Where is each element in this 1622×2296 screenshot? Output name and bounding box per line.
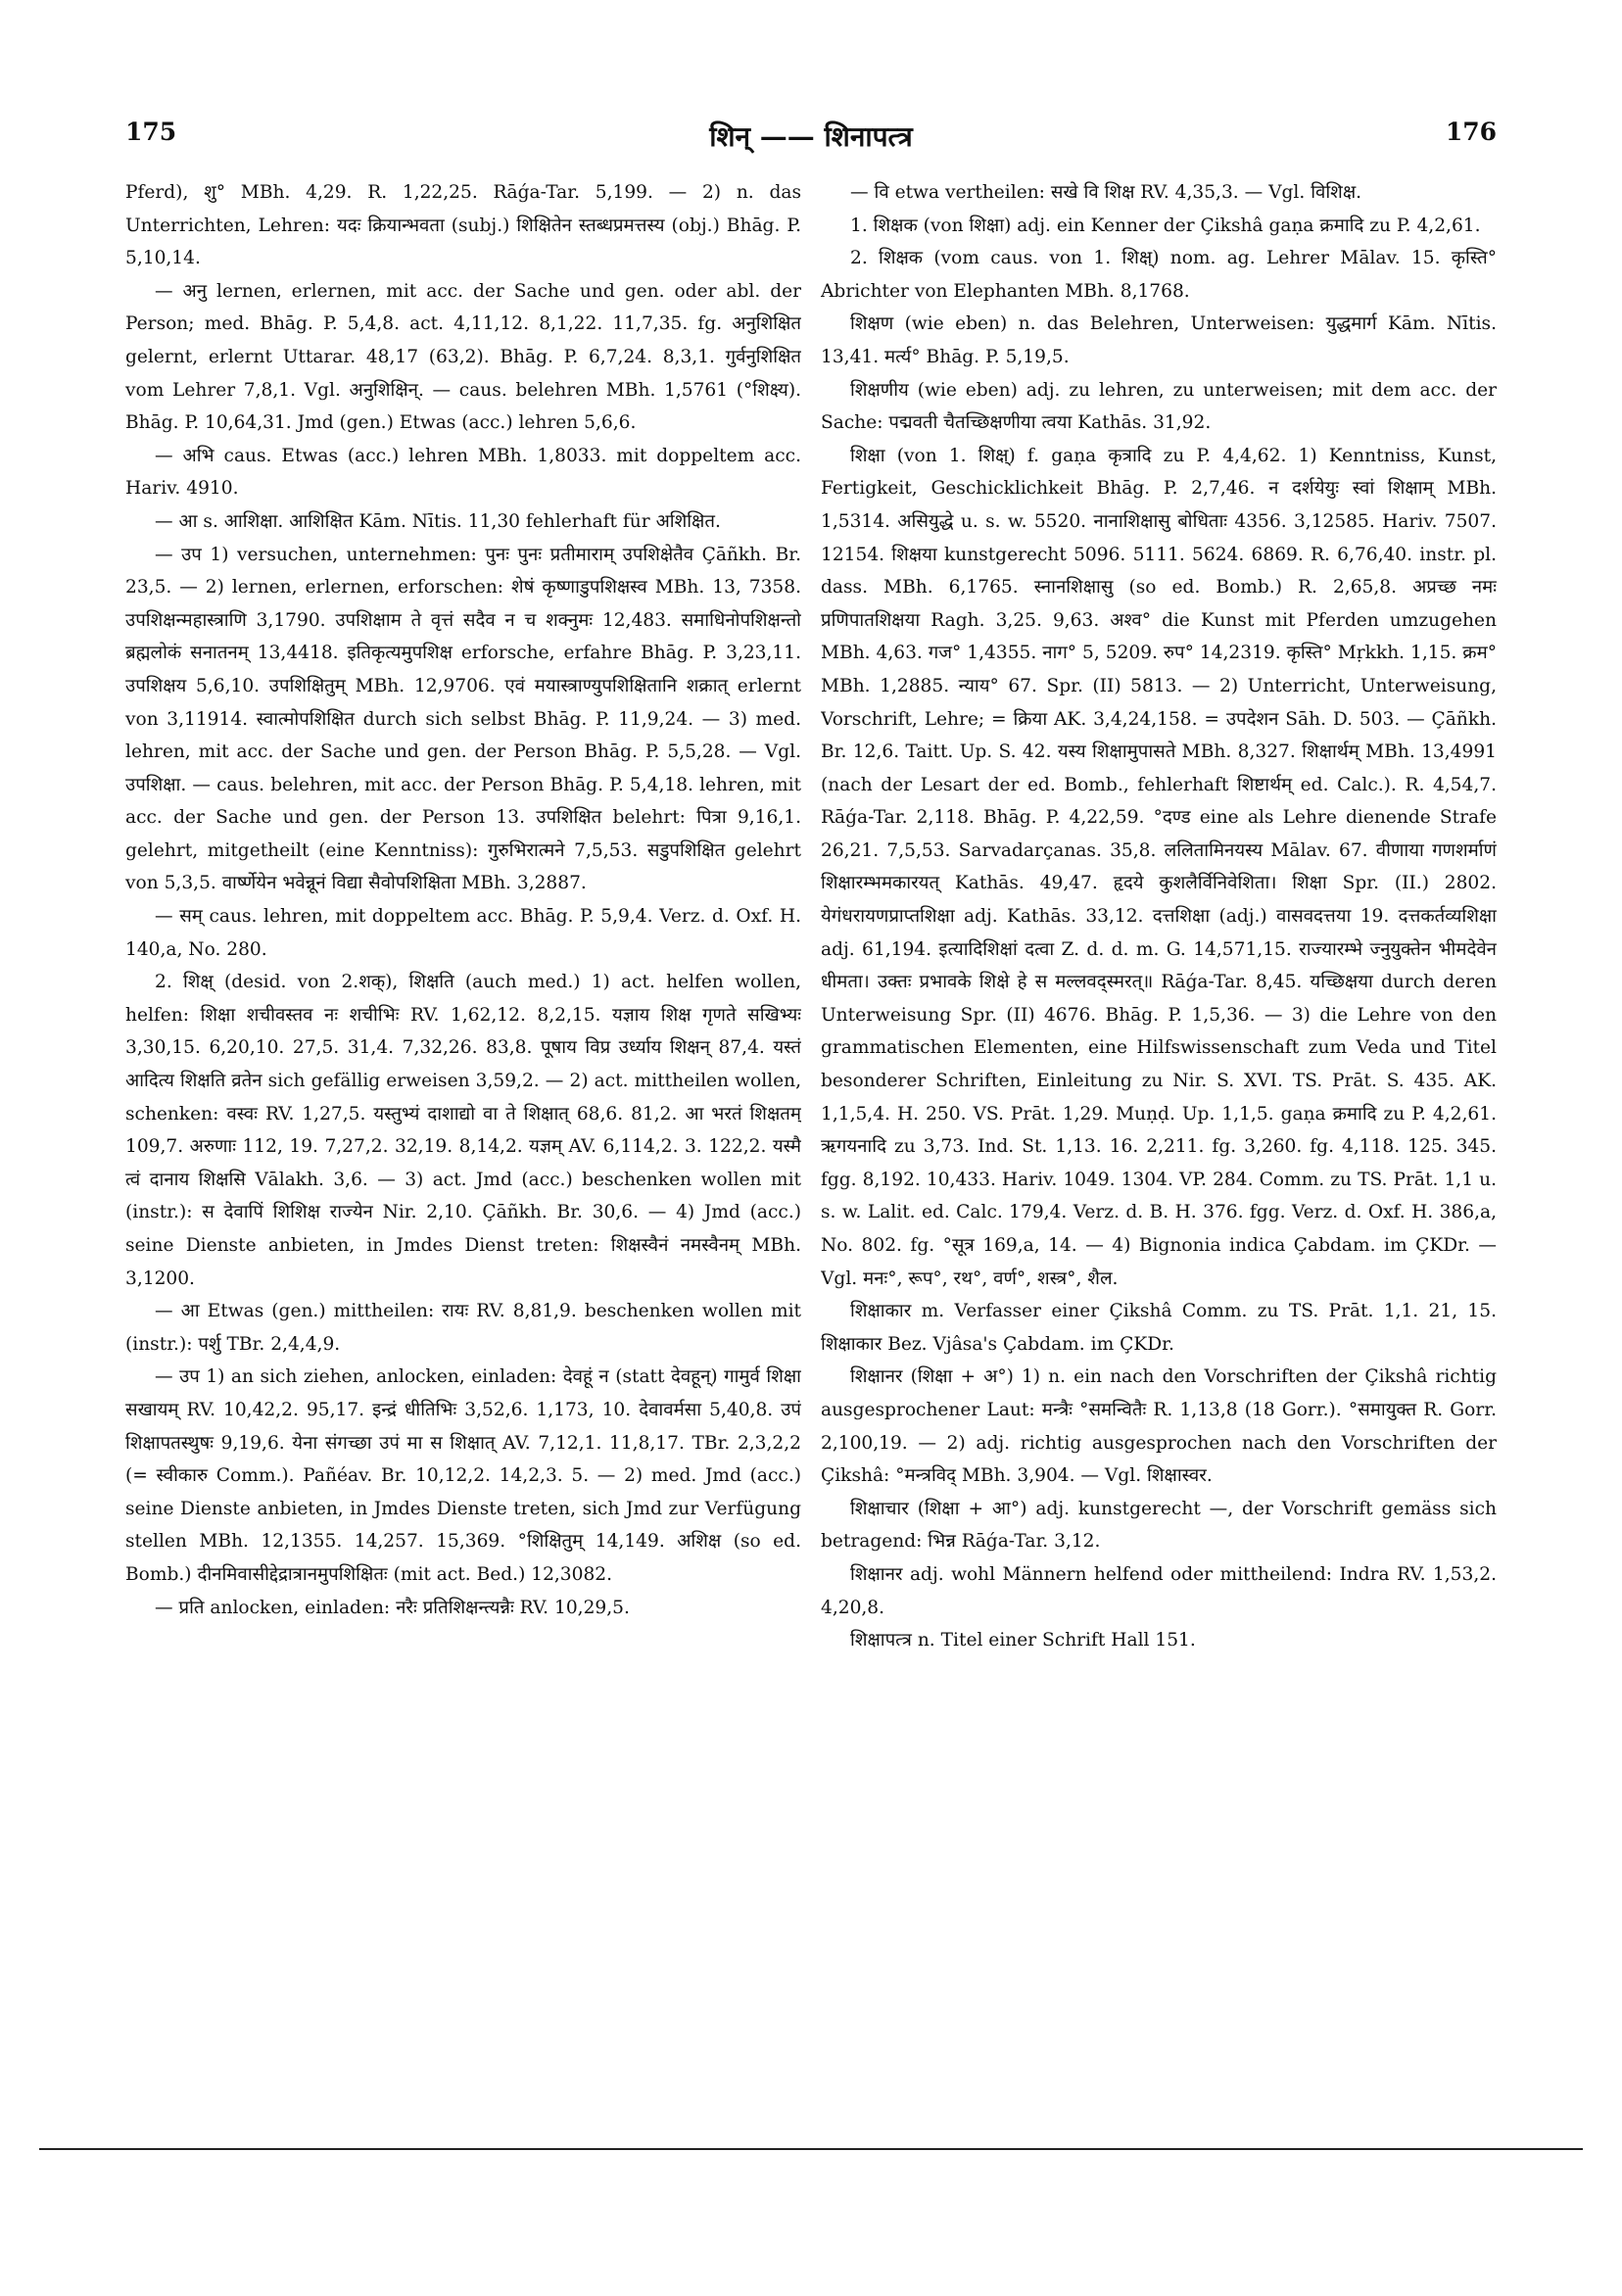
entry-paragraph: — सम् caus. lehren, mit doppeltem acc. Bhāg. P. 5,9,4. Verz. d. Oxf. H. 140,a, No. 280. [125, 906, 801, 960]
entry-paragraph: शिक्षाचार (शिक्षा + आ°) adj. kunstgerecht —, der Vorschrift gemäss sich betragend: भिन्न Rāǵa-Tar. 3,12. [821, 1498, 1497, 1553]
entry-paragraph: — उप 1) an sich ziehen, anlocken, einladen: देवहूं न (statt देवहून्) गामुर्व शिक्षा सखायम् RV. 10,42,2. 95,17. इन्द्रं धीतिभिः 3,52,6. 1,173, 10. देवावर्मसा 5,40,8. उपं शिक्षापतस्थुषः 9,19,6. येना संगच्छा उपं मा स शिक्षात् AV. 7,12,1. 11,8,17. TBr. 2,3,2,2 (= स्वीकारु Comm.). Pañéav. Br. 10,12,2. 14,2,3. 5. — 2) med. Jmd (acc.) seine Dienste anbieten, in Jmdes Dienste treten, sich Jmd zur Verfügung stellen MBh. 12,1355. 14,257. 15,369. °शिक्षितुम् 14,149. अशिक्ष (so ed. Bomb.) दीनमिवासीद्देद्रात्रानमुपशिक्षितः (mit act. Bed.) 12,3082. [125, 1366, 801, 1585]
entry-paragraph: 2. शिक्ष् (desid. von 2.शक्), शिक्षति (auch med.) 1) act. helfen wollen, helfen: शिक्षा शचीवस्तव नः शचीभिः RV. 1,62,12. 8,2,15. यज्ञाय शिक्ष गृणते सखिभ्यः 3,30,15. 6,20,10. 27,5. 31,4. 7,32,26. 83,8. पूषाय विप्र उर्ध्याय शिक्षन् 87,4. यस्तं आदित्य शिक्षति व्रतेन sich gefällig erweisen 3,59,2. — 2) act. mittheilen wollen, schenken: वस्वः RV. 1,27,5. यस्तुभ्यं दाशाद्यो वा ते शिक्षात् 68,6. 81,2. आ भरतं शिक्षतम् 109,7. अरुणाः 112, 19. 7,27,2. 32,19. 8,14,2. यज्ञम् AV. 6,114,2. 3. 122,2. यस्मै त्वं दानाय शिक्षसि Vālakh. 3,6. — 3) act. Jmd (acc.) beschenken wollen mit (instr.): स देवापिं शिशिक्ष राज्येन Nir. 2,10. Çāñkh. Br. 30,6. — 4) Jmd (acc.) seine Dienste anbieten, in Jmdes Dienst treten: शिक्षस्वैनं नमस्वैनम् MBh. 3,1200. [125, 972, 801, 1289]
right-page-number: 176 [1445, 118, 1497, 146]
entry-paragraph: — अभि caus. Etwas (acc.) lehren MBh. 1,8033. mit doppeltem acc. Hariv. 4910. [125, 445, 801, 500]
entry-paragraph: 2. शिक्षक (vom caus. von 1. शिक्ष्) nom. ag. Lehrer Mālav. 15. कृस्ति° Abrichter von Elephanten MBh. 8,1768. [821, 248, 1497, 302]
entry-paragraph: — आ Etwas (gen.) mittheilen: रायः RV. 8,81,9. beschenken wollen mit (instr.): पर्शु TBr. 2,4,4,9. [125, 1301, 801, 1355]
entry-paragraph: शिक्षापत्त्र n. Titel einer Schrift Hall 151. [850, 1630, 1196, 1651]
entry-paragraph: शिक्षण (wie eben) n. das Belehren, Unterweisen: युद्धमार्ग Kām. Nītis. 13,41. मर्त्य° Bhāg. P. 5,19,5. [821, 313, 1497, 367]
left-page-number: 175 [125, 118, 177, 146]
entry-paragraph: — वि etwa vertheilen: सखे वि शिक्ष RV. 4,35,3. — Vgl. विशिक्ष. [850, 182, 1362, 203]
right-column [821, 176, 1497, 1657]
entry-paragraph: 1. शिक्षक (von शिक्षा) adj. ein Kenner der Çikshâ gaṇa क्रमादि zu P. 4,2,61. [850, 215, 1481, 236]
running-title: शिन् —— शिनापत्त्र [709, 120, 913, 153]
entry-paragraph: Pferd), शु° MBh. 4,29. R. 1,22,25. Rāǵa-Tar. 5,199. — 2) n. das Unterrichten, Lehren: यदः क्रियान्भवता (subj.) शिक्षितेन स्तब्धप्रमत्तस्य (obj.) Bhāg. P. 5,10,14. [125, 182, 801, 269]
page-header [125, 118, 1497, 157]
entry-paragraph: — उप 1) versuchen, unternehmen: पुनः पुनः प्रतीमाराम् उपशिक्षेतैव Çāñkh. Br. 23,5. — 2) lernen, erlernen, erforschen: शेषं कृष्णाडुपशिक्षस्व MBh. 13, 7358. उपशिक्षन्महास्त्राणि 3,1790. उपशिक्षाम ते वृत्तं सदैव न च शक्नुमः 12,483. समाधिनोपशिक्षन्तो ब्रह्मलोकं सनातनम् 13,4418. इतिकृत्यमुपशिक्ष erforsche, erfahre Bhāg. P. 3,23,11. उपशिक्षय 5,6,10. उपशिक्षितुम् MBh. 12,9706. एवं मयास्त्राण्युपशिक्षितानि शक्रात् erlernt von 3,11914. स्वात्मोपशिक्षित durch sich selbst Bhāg. P. 11,9,24. — 3) med. lehren, mit acc. der Sache und gen. der Person Bhāg. P. 5,5,28. — Vgl. उपशिक्षा. — caus. belehren, mit acc. der Person Bhāg. P. 5,4,18. lehren, mit acc. der Sache und gen. der Person 13. उपशिक्षित belehrt: पित्रा 9,16,1. gelehrt, mitgetheilt (eine Kenntniss): गुरुभिरात्मने 7,5,53. सडुपशिक्षित gelehrt von 5,3,5. वार्ष्णेयेन भवेन्नूनं विद्या सैवोपशिक्षिता MBh. 3,2887. [125, 544, 801, 894]
entry-paragraph: शिक्षानर (शिक्षा + अ°) 1) n. ein nach den Vorschriften der Çikshâ richtig ausgesprochener Laut: मन्त्रैः °समन्वितैः R. 1,13,8 (18 Gorr.). °समायुक्त R. Gorr. 2,100,19. — 2) adj. richtig ausgesprochen nach den Vorschriften der Çikshâ: °मन्त्रविद् MBh. 3,904. — Vgl. शिक्षास्वर. [821, 1366, 1497, 1487]
entry-paragraph: — प्रति anlocken, einladen: नरैः प्रतिशिक्षन्त्यन्नैः RV. 10,29,5. [155, 1597, 630, 1618]
entry-paragraph: शिक्षानर adj. wohl Männern helfend oder mittheilend: Indra RV. 1,53,2. 4,20,8. [821, 1563, 1497, 1618]
bottom-rule [39, 2148, 1583, 2150]
entry-paragraph: — आ s. आशिक्षा. आशिक्षित Kām. Nītis. 11,30 fehlerhaft für अशिक्षित. [155, 510, 721, 532]
entry-paragraph: शिक्षाकार m. Verfasser einer Çikshâ Comm. zu TS. Prāt. 1,1. 21, 15. शिक्षाकार Bez. Vjâsa's Çabdam. im ÇKDr. [821, 1301, 1497, 1355]
left-column [125, 176, 801, 1624]
entry-paragraph: शिक्षणीय (wie eben) adj. zu lehren, zu unterweisen; mit dem acc. der Sache: पद्मवती चैतच्छिक्षणीया त्वया Kathās. 31,92. [821, 379, 1497, 434]
entry-paragraph: — अनु lernen, erlernen, mit acc. der Sache und gen. oder abl. der Person; med. Bhāg. P. 5,4,8. act. 4,11,12. 8,1,22. 11,7,35. fg. अनुशिक्षित gelernt, erlernt Uttarar. 48,17 (63,2). Bhāg. P. 6,7,24. 8,3,1. गुर्वनुशिक्षित vom Lehrer 7,8,1. Vgl. अनुशिक्षिन्. — caus. belehren MBh. 1,5761 (°शिक्ष्य). Bhāg. P. 10,64,31. Jmd (gen.) Etwas (acc.) lehren 5,6,6. [125, 280, 801, 434]
entry-paragraph: शिक्षा (von 1. शिक्ष्) f. gaṇa कृत्रादि zu P. 4,4,62. 1) Kenntniss, Kunst, Fertigkeit, Geschicklichkeit Bhāg. P. 2,7,46. न दर्शयेयुः स्वां शिक्षाम् MBh. 1,5314. असियुद्धे u. s. w. 5520. नानाशिक्षासु बोधिताः 4356. 3,12585. Hariv. 7507. 12154. शिक्षया kunstgerecht 5096. 5111. 5624. 6869. R. 6,76,40. instr. pl. dass. MBh. 6,1765. स्नानशिक्षासु (so ed. Bomb.) R. 2,65,8. अप्रच्छ नमः प्रणिपातशिक्षया Ragh. 3,25. 9,63. अश्व° die Kunst mit Pferden umzugehen MBh. 4,63. गज° 1,4355. नाग° 5, 5209. रुप° 14,2319. कृस्ति° Mṛkkh. 1,15. क्रम° MBh. 1,2885. न्याय° 67. Spr. (II) 5813. — 2) Unterricht, Unterweisung, Vorschrift, Lehre; = क्रिया AK. 3,4,24,158. = उपदेशन Sāh. D. 503. — Çāñkh. Br. 12,6. Taitt. Up. S. 42. यस्य शिक्षामुपासते MBh. 8,327. शिक्षार्थम् MBh. 13,4991 (nach der Lesart der ed. Bomb., fehlerhaft शिष्टार्थम् ed. Calc.). R. 4,54,7. Rāǵa-Tar. 2,118. Bhāg. P. 4,22,59. °दण्ड eine als Lehre dienende Strafe 26,21. 7,5,53. Sarvadarçanas. 35,8. ललितामिनयस्य Mālav. 67. वीणाया गणशर्माणं शिक्षारम्भमकारयत् Kathās. 49,47. हृदये कुशलैर्विनिवेशिता। शिक्षा Spr. (II.) 2802. येगंधरायणप्राप्तशिक्षा adj. Kathās. 33,12. दत्तशिक्षा (adj.) वासवदत्तया 19. दत्तकर्तव्यशिक्षा adj. 61,194. इत्यादिशिक्षां दत्वा Z. d. d. m. G. 14,571,15. राज्यारम्भे ज्नुयुक्तेन भीमदेवेन धीमता। उक्तः प्रभावके शिक्षे हे स मल्लवद्स्मरत्॥ Rāǵa-Tar. 8,45. यच्छिक्षया durch deren Unterweisung Spr. (II) 4676. Bhāg. P. 1,5,36. — 3) die Lehre von den grammatischen Elementen, eine Hilfswissenschaft zum Veda und Titel besonderer Schriften, Einleitung zu Nir. S. XVI. TS. Prāt. S. 435. AK. 1,1,5,4. H. 250. VS. Prāt. 1,29. Muṇḍ. Up. 1,1,5. gaṇa क्रमादि zu P. 4,2,61. ऋगयनादि zu 3,73. Ind. St. 1,13. 16. 2,211. fg. 3,260. fg. 4,118. 125. 345. fgg. 8,192. 10,433. Hariv. 1049. 1304. VP. 284. Comm. zu TS. Prāt. 1,1 u. s. w. Lalit. ed. Calc. 179,4. Verz. d. B. H. 376. fgg. Verz. d. Oxf. H. 386,a, No. 802. fg. °सूत्र 169,a, 14. — 4) Bignonia indica Çabdam. im ÇKDr. — Vgl. मनः°, रूप°, रथ°, वर्ण°, शस्त्र°, शैल. [821, 445, 1497, 1289]
